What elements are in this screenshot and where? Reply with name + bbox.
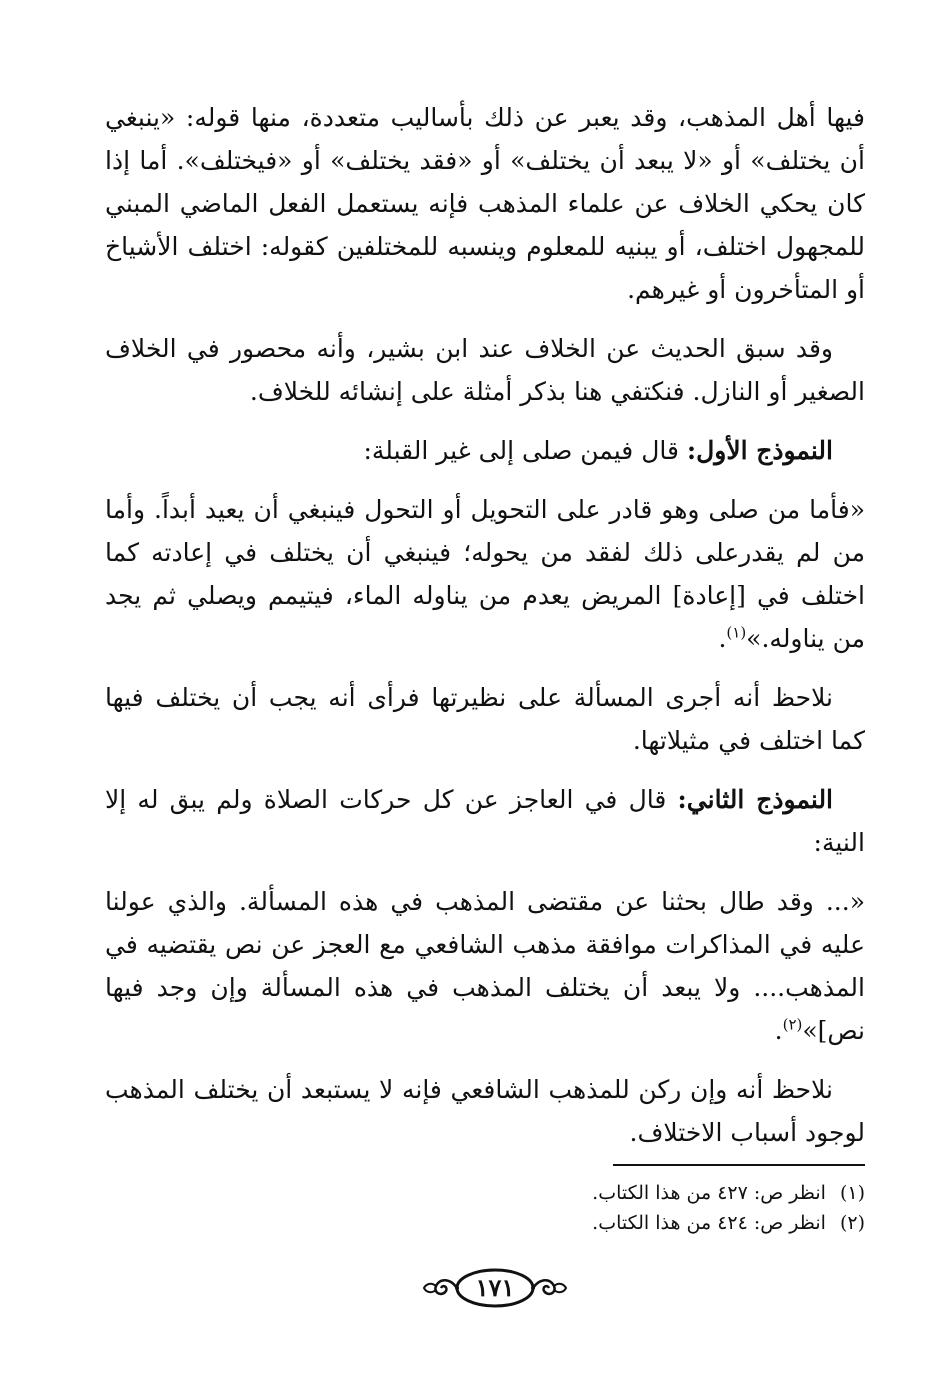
footnote-text: انظر ص: ٤٢٤ من هذا الكتاب.	[592, 1212, 826, 1234]
quote-2: «... وقد طال بحثنا عن مقتضى المذهب في هذه المسألة. والذي عولنا عليه في المذاكرات موافقة مذهب الشافعي مع العجز عن نص يقتضيه في المذهب.... ولا يبعد أن يختلف المذهب في هذه المسألة وإن وجد فيها نص]»$^{(٢)}$.	[105, 887, 865, 1045]
footnote-separator	[613, 1164, 865, 1166]
paragraph-2: وقد سبق الحديث عن الخلاف عند ابن بشير، وأنه محصور في الخلاف الصغير أو النازل. فنكتفي هنا بذكر أمثلة على إنشائه للخلاف.	[105, 334, 865, 406]
quote-1: «فأما من صلى وهو قادر على التحويل أو التحول فينبغي أن يعيد أبداً. وأما من لم يقدرعلى ذلك لفقد من يحوله؛ فينبغي أن يختلف في إعادته كما اختلف في [إعادة] المريض يعدم من يناوله الماء، فيتيمم ويصلي ثم يجد من يناوله.»$^{(١)}$.	[105, 495, 865, 653]
model-1-label: النموذج الأول:	[686, 436, 833, 465]
quote-1-text: «فأما من صلى وهو قادر على التحويل أو التحول فينبغي أن يعيد أبداً. وأما من لم يقدرعلى ذلك لفقد من يحوله؛ فينبغي أن يختلف في إعادته كما اختلف في [إعادة] المريض يعدم من يناوله الماء، فيتيمم ويصلي ثم يجد من يناوله.»	[105, 495, 865, 653]
footnote-2	[420, 1208, 865, 1238]
page-number-ornament	[420, 1262, 570, 1314]
quote-2-text: «... وقد طال بحثنا عن مقتضى المذهب في هذه المسألة. والذي عولنا عليه في المذاكرات موافقة مذهب الشافعي مع العجز عن نص يقتضيه في المذهب.... ولا يبعد أن يختلف المذهب في هذه المسألة وإن وجد فيها نص]»	[105, 887, 865, 1045]
footnote-number: (٢)	[839, 1212, 865, 1234]
paragraph-1: فيها أهل المذهب، وقد يعبر عن ذلك بأساليب متعددة، منها قوله: «ينبغي أن يختلف» أو «لا يبعد أن يختلف» أو «فقد يختلف» أو «فيختلف». أما إذا كان يحكي الخلاف عن علماء المذهب فإنه يستعمل الفعل الماضي المبني للمجهول اختلف، أو يبنيه للمعلوم وينسبه للمختلفين كقوله: اختلف الأشياخ أو المتأخرون أو غيرهم.	[105, 103, 865, 304]
note-2: نلاحظ أنه وإن ركن للمذهب الشافعي فإنه لا يستبعد أن يختلف المذهب لوجود أسباب الاختلاف.	[105, 1075, 865, 1147]
footnote-ref-1: (١)	[726, 623, 747, 642]
page-body	[105, 96, 865, 1170]
model-2-heading	[105, 778, 865, 864]
footnote-1	[420, 1178, 865, 1208]
footnotes	[420, 1178, 865, 1238]
model-2-label: النموذج الثاني:	[677, 785, 834, 814]
page-number: ١٧١	[475, 1273, 515, 1302]
model-1-text: قال فيمن صلى إلى غير القبلة:	[363, 436, 687, 465]
model-1-heading	[105, 429, 865, 472]
footnote-number: (١)	[839, 1182, 865, 1204]
model-2-text: قال في العاجز عن كل حركات الصلاة ولم يبق له إلا النية:	[105, 785, 865, 857]
footnote-ref-2: (٢)	[782, 1015, 803, 1034]
note-1: نلاحظ أنه أجرى المسألة على نظيرتها فرأى أنه يجب أن يختلف فيها كما اختلف في مثيلاتها.	[105, 683, 865, 755]
footnote-text: انظر ص: ٤٢٧ من هذا الكتاب.	[592, 1182, 826, 1204]
